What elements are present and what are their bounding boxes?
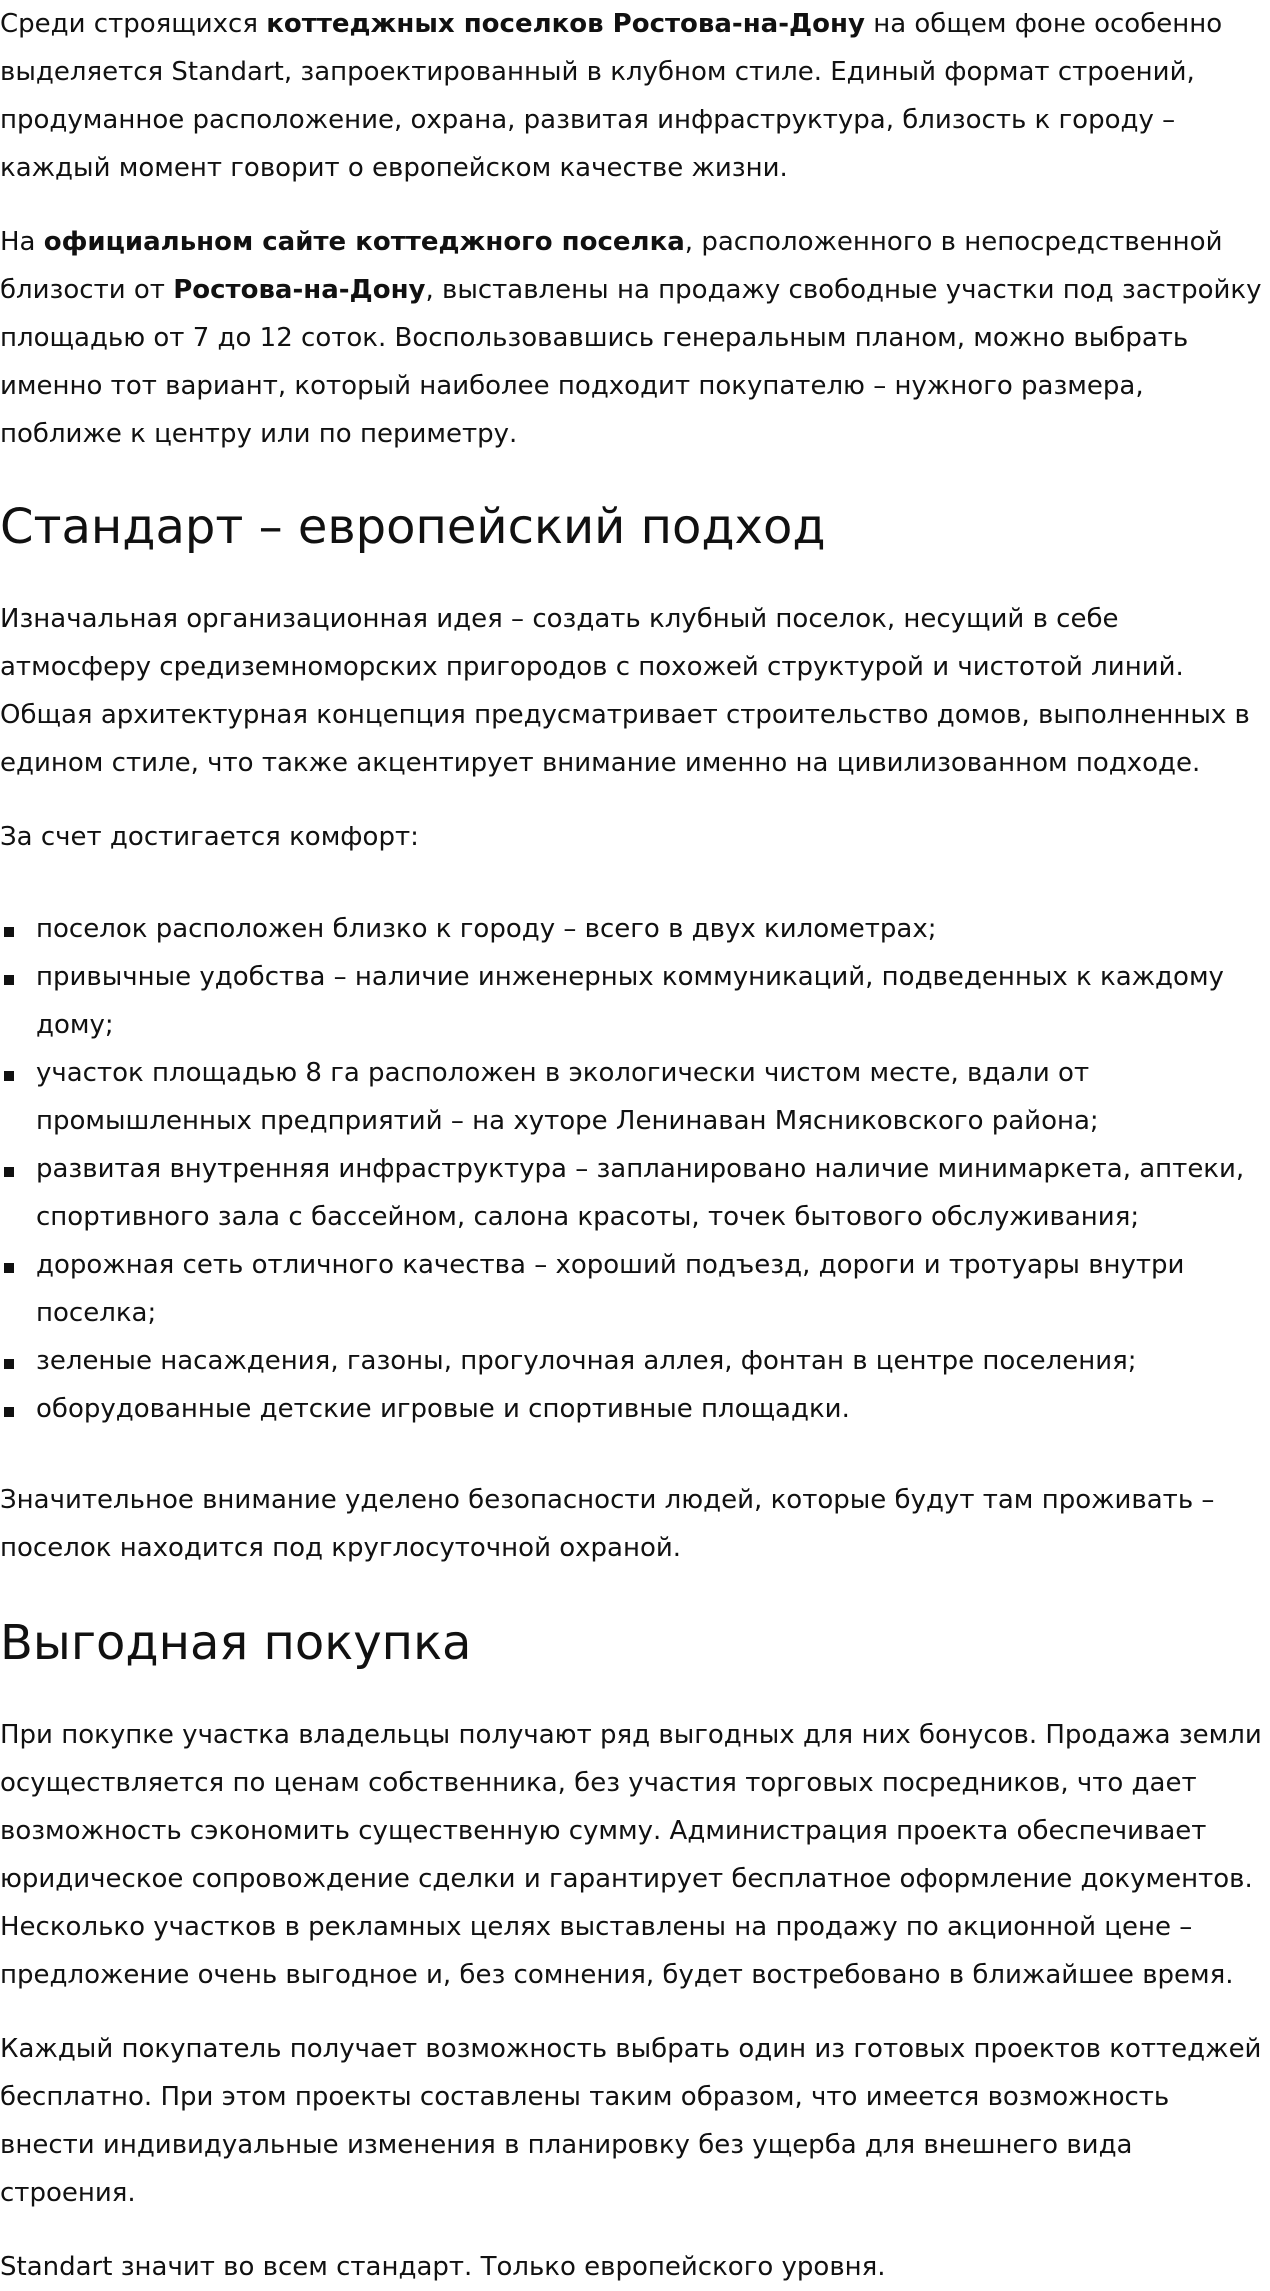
section2-paragraph-2: Каждый покупатель получает возможность выбрать один из готовых проектов коттеджей бесплатно. При этом проекты составлены таким образом, что имеется возможность внести индивидуальные изменения в планировку без ущерба для внешнего вида строения. bbox=[0, 2034, 1262, 2208]
bold-phrase-official-site: официальном сайте коттеджного поселка bbox=[43, 227, 685, 257]
intro-text: , выставлены на продажу свободные участки под застройку площадью от 7 до 12 соток. Воспользовавшись генеральным планом, можно выбрать именно тот вариант, который наиболее подходит покупателю – нужного размера, поближе к центру или по периметру. bbox=[0, 275, 1262, 449]
bold-phrase-cottage-villages: коттеджных поселков Ростова-на-Дону bbox=[266, 9, 865, 39]
section-heading-purchase: Выгодная покупка bbox=[0, 1615, 472, 1671]
section2-paragraph-1: При покупке участка владельцы получают ряд выгодных для них бонусов. Продажа земли осуществляется по ценам собственника, без участия торговых посредников, что дает возможность сэкономить существенную сумму. Администрация проекта обеспечивает юридическое сопровождение сделки и гарантирует бесплатное оформление документов. Несколько участков в рекламных целях выставлены на продажу по акционной цене – предложение очень выгодное и, без сомнения, будет востребовано в ближайшее время. bbox=[0, 1720, 1262, 1990]
section2-paragraph-3: Standart значит во всем стандарт. Только европейского уровня. bbox=[0, 2252, 886, 2282]
list-item: участок площадью 8 га расположен в экологически чистом месте, вдали от промышленных предприятий – на хуторе Ленинаван Мясниковского района; bbox=[0, 1049, 1270, 1145]
intro-paragraph-1 bbox=[0, 0, 1270, 192]
comfort-list bbox=[0, 905, 1270, 1433]
intro-paragraph-2 bbox=[0, 218, 1270, 458]
intro-text: Среди строящихся bbox=[0, 9, 267, 39]
intro-text: На bbox=[0, 227, 44, 257]
section-heading-standard: Стандарт – европейский подход bbox=[0, 499, 826, 555]
list-item: привычные удобства – наличие инженерных коммуникаций, подведенных к каждому дому; bbox=[0, 953, 1270, 1049]
list-item: дорожная сеть отличного качества – хороший подъезд, дороги и тротуары внутри поселка; bbox=[0, 1241, 1270, 1337]
section1-paragraph-1: Изначальная организационная идея – создать клубный поселок, несущий в себе атмосферу средиземноморских пригородов с похожей структурой и чистотой линий. Общая архитектурная концепция предусматривает строительство домов, выполненных в едином стиле, что также акцентирует внимание именно на цивилизованном подходе. bbox=[0, 604, 1250, 778]
list-item: поселок расположен близко к городу – всего в двух километрах; bbox=[0, 905, 1270, 953]
intro-text: на общем фоне особенно выделяется Standart, запроектированный в клубном стиле. Единый формат строений, продуманное расположение, охрана, развитая инфраструктура, близость к городу – каждый момент говорит о европейском качестве жизни. bbox=[0, 9, 1223, 183]
section1-paragraph-3: Значительное внимание уделено безопасности людей, которые будут там проживать – поселок находится под круглосуточной охраной. bbox=[0, 1485, 1215, 1563]
list-item: зеленые насаждения, газоны, прогулочная аллея, фонтан в центре поселения; bbox=[0, 1337, 1270, 1385]
bold-phrase-rostov: Ростова-на-Дону bbox=[173, 275, 426, 305]
list-item: развитая внутренняя инфраструктура – запланировано наличие минимаркета, аптеки, спортивного зала с бассейном, салона красоты, точек бытового обслуживания; bbox=[0, 1145, 1270, 1241]
list-item: оборудованные детские игровые и спортивные площадки. bbox=[0, 1385, 1270, 1433]
intro-text: , расположенного в непосредственной близости от bbox=[0, 227, 1223, 305]
section1-paragraph-2: За счет достигается комфорт: bbox=[0, 822, 419, 852]
